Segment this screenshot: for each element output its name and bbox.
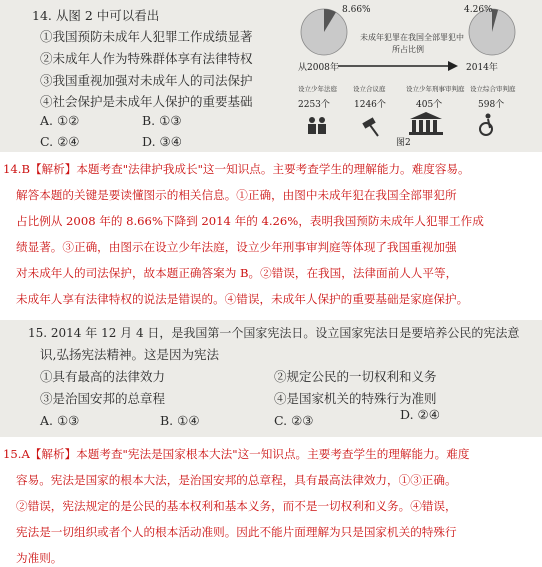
center-text-2: 所占比例 xyxy=(392,45,424,54)
q14-item-3: ③我国重视加强对未成年人的司法保护 xyxy=(40,73,253,88)
analysis-15-line-2: 容易。宪法是国家的根本大法，是治国安邦的总章程，具有最高法律效力，①③正确。 xyxy=(16,473,457,487)
analysis-15-line-5: 为准则。 xyxy=(16,551,63,565)
figure-2 xyxy=(298,2,542,150)
stat-value-4: 598个 xyxy=(478,100,505,110)
pct-2008: 8.66% xyxy=(342,5,371,15)
year-from: 从2008年 xyxy=(298,63,339,73)
analysis-14-line-5: 对未成年人的司法保护，故本题正确答案为 B。②错误，在我国，法律面前人人平等， xyxy=(16,266,458,280)
analysis-15-line-4: 宪法是一切组织或者个人的根本活动准则。因此不能片面理解为只是国家机关的特殊行 xyxy=(16,525,457,539)
q15-option-c: C. ②③ xyxy=(274,413,314,428)
analysis-15-line-1: 15.A【解析】本题考查"宪法是国家根本大法"这一知识点。主要考查学生的理解能力。难度 xyxy=(3,447,470,461)
q15-option-b: B. ①④ xyxy=(160,413,200,428)
question-14-scan xyxy=(0,0,542,152)
q14-option-c: C. ②④ xyxy=(40,134,80,149)
courthouse-icon xyxy=(409,112,443,135)
stat-label-2: 设立合议庭 xyxy=(353,85,386,93)
q14-option-d: D. ③④ xyxy=(142,134,182,149)
q15-item-1: ①具有最高的法律效力 xyxy=(40,369,166,384)
pct-2014: 4.26% xyxy=(464,5,493,15)
q15-option-d: D. ②④ xyxy=(400,407,440,422)
stat-label-4: 设立综合审判庭 xyxy=(470,85,516,93)
q14-item-2: ②未成年人作为特殊群体享有法律特权 xyxy=(40,51,253,66)
figure-caption: 图2 xyxy=(396,138,411,148)
q14-item-1: ①我国预防未成年人犯罪工作成绩显著 xyxy=(40,29,253,44)
analysis-15-line-3: ②错误，宪法规定的是公民的基本权利和基本义务，而不是一切权利和义务。④错误， xyxy=(16,499,457,513)
question-15-scan xyxy=(0,320,542,437)
gavel-icon xyxy=(362,117,378,136)
analysis-14-line-6: 未成年人享有法律特权的说法是错误的。④错误，未成年人保护的重要基础是家庭保护。 xyxy=(16,292,469,306)
q15-item-4: ④是国家机关的特殊行为准则 xyxy=(274,391,437,406)
analysis-15 xyxy=(0,437,542,567)
stat-value-1: 2253个 xyxy=(298,100,330,110)
analysis-14 xyxy=(0,152,542,320)
wheelchair-icon xyxy=(480,114,492,136)
q14-item-4: ④社会保护是未成年人保护的重要基础 xyxy=(40,94,253,109)
trend-arrow-head xyxy=(448,61,458,71)
q15-item-3: ③是治国安邦的总章程 xyxy=(40,391,166,406)
q14-option-a: A. ①② xyxy=(40,113,80,128)
q14-stem: 14. 从图 2 中可以看出 xyxy=(32,8,160,23)
q15-stem: 15. 2014 年 12 月 4 日，是我国第一个国家宪法日。设立国家宪法日是要培养公民的宪法意 xyxy=(28,326,520,340)
q15-stem-2: 识,弘扬宪法精神。这是因为宪法 xyxy=(40,347,219,362)
people-icon xyxy=(308,117,326,134)
stat-label-1: 设立少年法庭 xyxy=(298,85,337,93)
q15-option-a: A. ①③ xyxy=(40,413,80,428)
analysis-14-line-3: 占比例从 2008 年的 8.66%下降到 2014 年的 4.26%，表明我国预防未成年人犯罪工作成 xyxy=(16,214,484,228)
analysis-14-line-2: 解答本题的关键是要读懂图示的相关信息。①正确，由图中未成年犯在我国全部罪犯所 xyxy=(16,188,457,202)
stat-value-3: 405个 xyxy=(416,100,443,110)
figure-graphic xyxy=(298,2,542,150)
q14-option-b: B. ①③ xyxy=(142,113,182,128)
year-to: 2014年 xyxy=(466,63,498,73)
stat-label-3: 设立少年刑事审判庭 xyxy=(406,85,465,93)
analysis-14-line-4: 绩显著。③正确，由图示在设立少年法庭，设立少年刑事审判庭等体现了我国重视加强 xyxy=(16,240,457,254)
stat-value-2: 1246个 xyxy=(354,100,386,110)
center-text-1: 未成年犯罪在我国全部罪犯中 xyxy=(360,33,464,42)
q15-item-2: ②规定公民的一切权利和义务 xyxy=(274,369,437,384)
analysis-14-line-1: 14.B【解析】本题考查"法律护我成长"这一知识点。主要考查学生的理解能力。难度容易。 xyxy=(3,162,470,176)
